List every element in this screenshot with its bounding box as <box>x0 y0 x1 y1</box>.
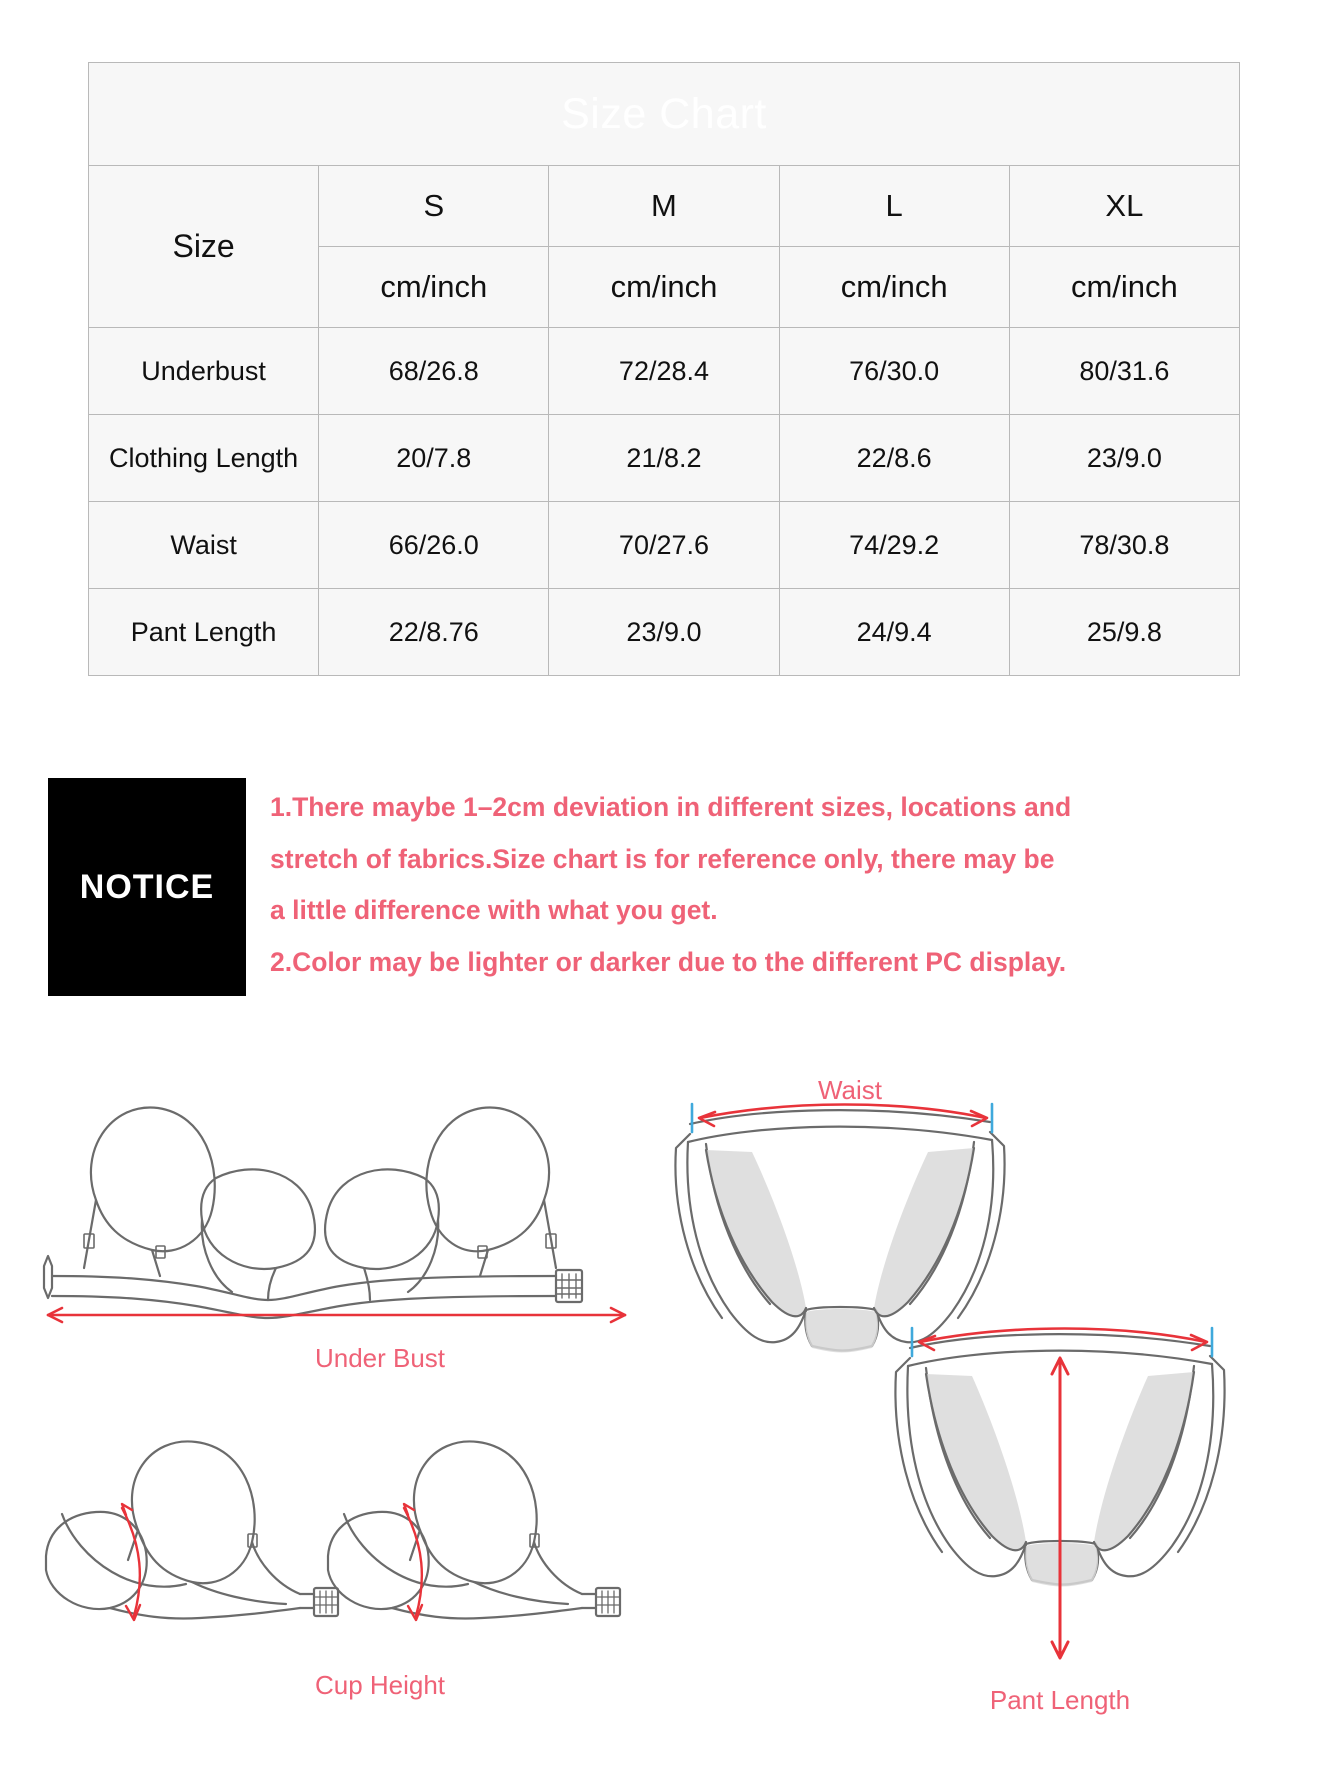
chart-title-row <box>89 63 1240 166</box>
cell-underbust-s: 68/26.8 <box>319 328 549 415</box>
size-chart-table <box>88 62 1240 676</box>
cell-clothing-length-m: 21/8.2 <box>549 415 779 502</box>
cell-pant-length-xl: 25/9.8 <box>1009 589 1239 676</box>
page-title: Size Chart <box>89 63 1240 166</box>
cell-pant-length-l: 24/9.4 <box>779 589 1009 676</box>
row-label-clothing-length: Clothing Length <box>89 415 319 502</box>
bra-side-right-illustration <box>328 1441 620 1618</box>
notice-line-1: 1.There maybe 1–2cm deviation in different sizes, locations and <box>270 792 1072 822</box>
cell-underbust-xl: 80/31.6 <box>1009 328 1239 415</box>
cell-pant-length-m: 23/9.0 <box>549 589 779 676</box>
cell-waist-m: 70/27.6 <box>549 502 779 589</box>
unit-header-s: cm/inch <box>319 247 549 328</box>
cell-clothing-length-xl: 23/9.0 <box>1009 415 1239 502</box>
caption-waist: Waist <box>817 1075 883 1105</box>
bra-side-left-illustration <box>46 1441 338 1618</box>
cell-clothing-length-s: 20/7.8 <box>319 415 549 502</box>
size-header-row <box>89 166 1240 247</box>
underbust-measure-arrow <box>48 1308 625 1322</box>
size-header-xl: XL <box>1009 166 1239 247</box>
caption-pant-length: Pant Length <box>989 1685 1131 1715</box>
notice-badge: NOTICE <box>48 778 246 996</box>
panty-upper-illustration <box>675 1110 1004 1352</box>
size-chart-table-container <box>88 62 1240 676</box>
pant-waist-end-ticks <box>912 1328 1212 1356</box>
caption-under-bust: Under Bust <box>314 1343 446 1373</box>
cell-underbust-l: 76/30.0 <box>779 328 1009 415</box>
cell-underbust-m: 72/28.4 <box>549 328 779 415</box>
unit-header-m: cm/inch <box>549 247 779 328</box>
table-row <box>89 328 1240 415</box>
table-row <box>89 415 1240 502</box>
unit-header-xl: cm/inch <box>1009 247 1239 328</box>
size-header-l: L <box>779 166 1009 247</box>
size-header-s: S <box>319 166 549 247</box>
row-label-waist: Waist <box>89 502 319 589</box>
cell-waist-xl: 78/30.8 <box>1009 502 1239 589</box>
row-label-underbust: Underbust <box>89 328 319 415</box>
waist-end-ticks <box>692 1104 992 1132</box>
bra-front-illustration <box>44 1108 582 1318</box>
notice-text <box>270 778 1071 989</box>
cell-clothing-length-l: 22/8.6 <box>779 415 1009 502</box>
caption-cup-height: Cup Height <box>314 1670 446 1700</box>
cell-waist-l: 74/29.2 <box>779 502 1009 589</box>
notice-block <box>48 778 1298 996</box>
row-label-pant-length: Pant Length <box>89 589 319 676</box>
measurement-illustrations <box>0 1060 1340 1785</box>
notice-line-2: stretch of fabrics.Size chart is for reference only, there may be <box>270 843 1055 874</box>
size-corner-label: Size <box>89 166 319 328</box>
cell-waist-s: 66/26.0 <box>319 502 549 589</box>
notice-line-4: 2.Color may be lighter or darker due to the different PC display. <box>270 947 1067 978</box>
notice-line-3: a little difference with what you get. <box>270 895 718 926</box>
size-header-m: M <box>549 166 779 247</box>
pant-length-measure-arrow <box>1052 1358 1068 1658</box>
table-row <box>89 589 1240 676</box>
unit-header-l: cm/inch <box>779 247 1009 328</box>
table-row <box>89 502 1240 589</box>
cell-pant-length-s: 22/8.76 <box>319 589 549 676</box>
